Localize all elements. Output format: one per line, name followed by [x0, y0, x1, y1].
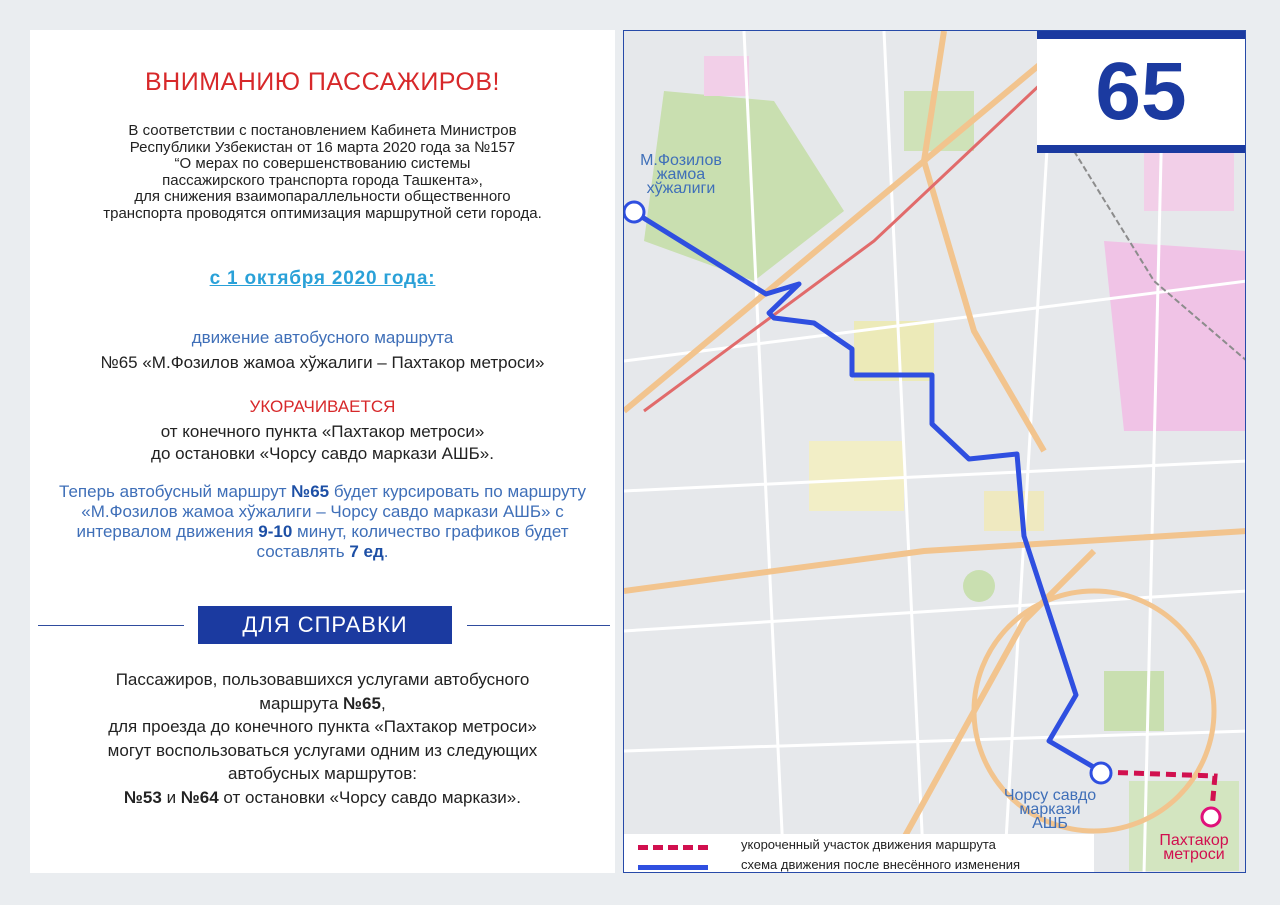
schedule-count: 7 ед: [349, 542, 384, 561]
new-route-part: будет курсировать по маршруту «М.Фозилов жамоа хўжалиги – Чорсу савдо маркази АШБ» с интервалом движения: [76, 482, 586, 541]
district-block: [809, 441, 904, 511]
legend-solid-label: схема движения после внесённого изменения: [741, 857, 1021, 872]
new-route-part: Теперь автобусный маршрут: [59, 482, 292, 501]
chorsu-stop-marker: [1091, 763, 1111, 783]
notice-panel: [30, 30, 615, 873]
ref-part: и: [161, 787, 181, 807]
legend-dashed-swatch: [638, 845, 708, 850]
to-line: до остановки «Чорсу савдо маркази АШБ».: [151, 444, 494, 463]
start-stop-marker: [624, 202, 644, 222]
divider-right: [467, 625, 610, 626]
reference-heading: ДЛЯ СПРАВКИ: [198, 606, 452, 644]
label-line: хўжалиги: [646, 180, 716, 197]
ref-part: маршрута: [259, 693, 344, 713]
intro-line: В соответствии с постановлением Кабинета Министров: [128, 122, 517, 139]
park-area: [904, 91, 974, 151]
industrial-area: [1104, 241, 1246, 431]
ref-route-53: №53: [123, 787, 162, 807]
ref-route-64: №64: [180, 787, 219, 807]
label-line: маркази: [1019, 801, 1081, 818]
ref-line: автобусных маршрутов:: [228, 764, 417, 783]
chorsu-stop-label: [990, 789, 1110, 831]
ref-part: от остановки «Чорсу савдо маркази».: [218, 787, 521, 807]
route-name: №65 «М.Фозилов жамоа хўжалиги – Пахтакор метроси»: [100, 353, 545, 372]
industrial-area: [1144, 151, 1234, 211]
industrial-area: [704, 56, 749, 96]
label-line: АШБ: [1032, 815, 1068, 832]
divider-left: [38, 625, 184, 626]
park-area: [963, 570, 995, 602]
ref-route: №65: [343, 693, 381, 713]
label-line: Пахтакор: [1159, 832, 1229, 849]
new-route-part: .: [383, 542, 389, 561]
route-number-box: [1037, 31, 1245, 153]
shortened-details: [30, 421, 615, 465]
ref-part: ,: [380, 693, 386, 713]
from-line: от конечного пункта «Пахтакор метроси»: [160, 422, 485, 441]
effective-date: с 1 октября 2020 года:: [209, 268, 436, 289]
intro-line: “О мерах по совершенствованию системы: [174, 155, 471, 172]
intro-line: транспорта проводятся оптимизация маршрутной сети города.: [103, 204, 542, 222]
route-number-inline: №65: [291, 482, 330, 501]
new-route-part: минут, количество графиков будет составлять: [256, 522, 569, 561]
ref-line: для проезда до конечного пункта «Пахтакор метроси»: [108, 717, 537, 736]
interval-value: 9-10: [258, 522, 293, 541]
legend-dashed-label: укороченный участок движения маршрута: [741, 837, 996, 852]
notice-title: ВНИМАНИЮ ПАССАЖИРОВ!: [145, 68, 500, 96]
ref-line: [30, 692, 615, 716]
route-map: [623, 30, 1246, 873]
legend-solid-swatch: [638, 865, 708, 870]
label-line: жамоа: [656, 166, 706, 183]
reference-text: [30, 668, 615, 809]
intro-line: для снижения взаимопараллельности общественного: [134, 188, 511, 205]
movement-text: движение автобусного маршрута: [191, 328, 454, 347]
label-line: метроси: [1163, 846, 1225, 863]
intro-line: пассажирского транспорта города Ташкента»,: [162, 171, 483, 189]
intro-line: Республики Узбекистан от 16 марта 2020 года за №157: [129, 138, 516, 156]
shortened-label: УКОРАЧИВАЕТСЯ: [249, 397, 396, 416]
start-stop-label: [626, 154, 736, 196]
park-area: [1104, 671, 1164, 731]
paxtakor-stop-label: [1144, 834, 1244, 862]
route-number: 65: [1095, 46, 1187, 137]
ref-line: [30, 786, 615, 810]
ref-line: Пассажиров, пользовавшихся услугами автобусного: [115, 670, 530, 689]
district-block: [984, 491, 1044, 531]
new-route-text: [30, 482, 615, 562]
label-line: Чорсу савдо: [1003, 787, 1097, 804]
notice-intro: [30, 123, 615, 222]
paxtakor-stop-marker: [1202, 808, 1220, 826]
label-line: М.Фозилов: [640, 152, 722, 169]
ref-line: могут воспользоваться услугами одним из следующих: [107, 740, 538, 760]
map-legend: [624, 834, 1094, 873]
